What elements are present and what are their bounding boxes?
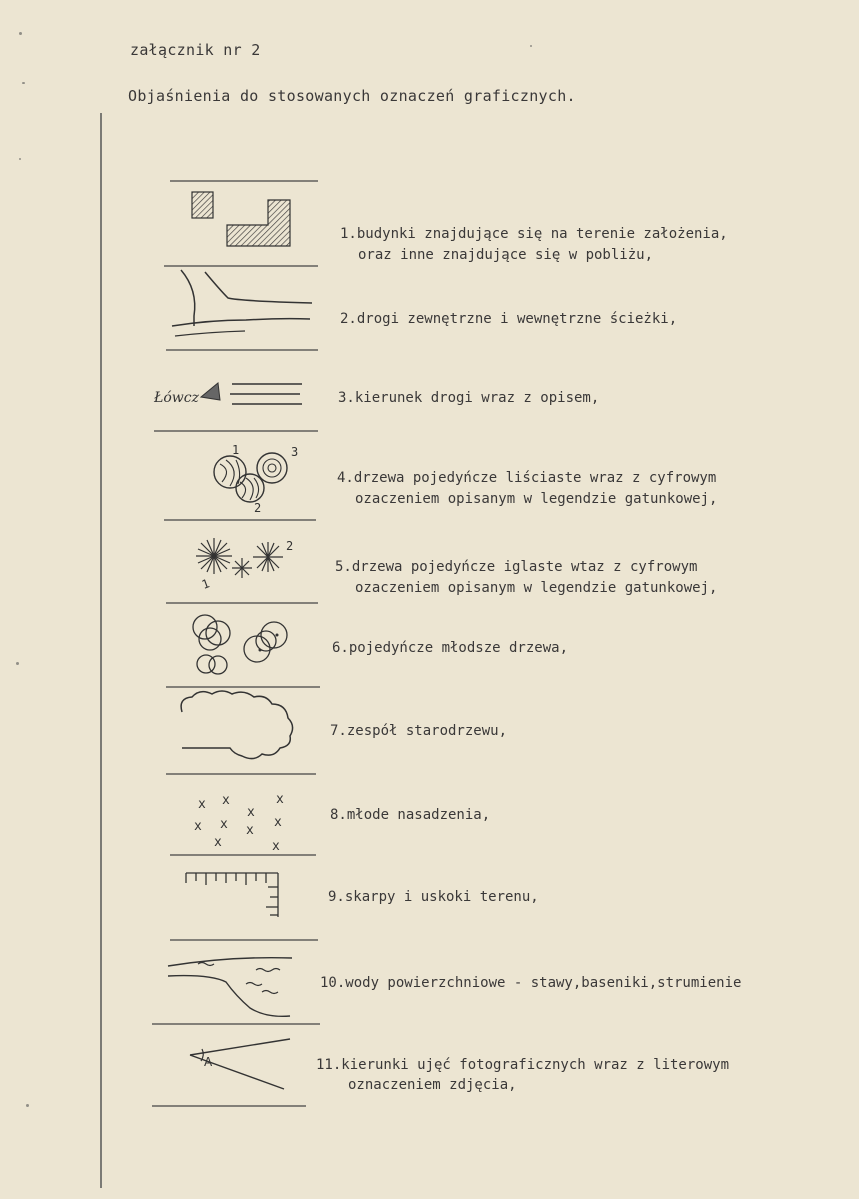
label-old-trees-group: 7.zespół starodrzewu,: [330, 723, 508, 739]
buildings-hatch-icon: [150, 178, 325, 273]
svg-text:x: x: [198, 797, 206, 812]
deciduous-trees-icon: [150, 440, 325, 525]
road-direction-symbol: [150, 376, 325, 436]
old-trees-cloud-icon: [150, 688, 325, 776]
road-direction-arrow-icon: [150, 376, 325, 436]
label-buildings-line-1: 1.budynki znajdujące się na terenie założenia,: [340, 226, 728, 242]
svg-text:x: x: [246, 823, 254, 838]
slopes-symbol: [150, 865, 325, 945]
scan-speck: [19, 32, 22, 35]
old-trees-group-symbol: [150, 688, 325, 776]
conifer-number-2: 2: [286, 539, 294, 553]
svg-text:x: x: [276, 792, 284, 807]
roads-symbol: [150, 268, 325, 358]
young-plantings-crosses-icon: [150, 788, 325, 860]
tree-number-1: 1: [232, 443, 240, 457]
surface-waters-symbol: [150, 952, 325, 1027]
young-plantings-symbol: [150, 788, 325, 860]
label-photo-directions-line-2: oznaczeniem zdjęcia,: [348, 1077, 517, 1093]
svg-text:x: x: [214, 835, 222, 850]
scan-speck: [22, 82, 25, 84]
deciduous-trees-symbol: [150, 440, 325, 525]
young-trees-symbol: [150, 605, 325, 690]
photo-letter-a: A: [204, 1055, 213, 1069]
photo-directions-symbol: [150, 1035, 325, 1115]
scan-speck: [16, 662, 19, 665]
svg-text:x: x: [272, 839, 280, 854]
tree-number-2: 2: [254, 501, 262, 515]
scan-speck: [530, 45, 532, 47]
conifer-trees-icon: [150, 530, 325, 610]
buildings-symbol: [150, 178, 325, 273]
margin-line: [100, 113, 102, 1188]
label-surface-waters: 10.wody powierzchniowe - stawy,baseniki,strumienie: [320, 975, 742, 991]
label-road-direction: 3.kierunek drogi wraz z opisem,: [338, 390, 600, 406]
conifer-number-1: 1: [199, 576, 212, 592]
label-slopes: 9.skarpy i uskoki terenu,: [328, 889, 539, 905]
svg-text:x: x: [247, 805, 255, 820]
label-conifer-line-2: ozaczeniem opisanym w legendzie gatunkowej,: [355, 580, 718, 596]
label-conifer-line-1: 5.drzewa pojedyńcze iglaste wtaz z cyfrowym: [335, 559, 698, 575]
svg-text:x: x: [274, 815, 282, 830]
scan-speck: [26, 1104, 29, 1107]
label-deciduous-line-1: 4.drzewa pojedyńcze liściaste wraz z cyfrowym: [337, 470, 717, 486]
svg-text:x: x: [194, 819, 202, 834]
road-fork-icon: [150, 268, 325, 358]
scan-speck: [19, 158, 21, 160]
photo-direction-angle-icon: [150, 1035, 325, 1115]
label-young-trees: 6.pojedyńcze młodsze drzewa,: [332, 640, 569, 656]
page-title: Objaśnienia do stosowanych oznaczeń graficznych.: [128, 87, 576, 105]
tree-number-3: 3: [291, 445, 299, 459]
road-direction-place-name: Łówcz: [154, 390, 199, 406]
svg-text:x: x: [220, 817, 228, 832]
label-deciduous-line-2: ozaczeniem opisanym w legendzie gatunkowej,: [355, 491, 718, 507]
label-photo-directions-line-1: 11.kierunki ujęć fotograficznych wraz z literowym: [316, 1057, 730, 1073]
label-roads: 2.drogi zewnętrzne i wewnętrzne ścieżki,: [340, 311, 678, 327]
slopes-escarpment-icon: [150, 865, 325, 945]
conifer-trees-symbol: [150, 530, 325, 610]
surface-water-stream-icon: [150, 952, 325, 1027]
annex-number: załącznik nr 2: [130, 41, 261, 59]
young-trees-circles-icon: [150, 605, 325, 690]
label-young-plantings: 8.młode nasadzenia,: [330, 807, 491, 823]
svg-text:x: x: [222, 793, 230, 808]
label-buildings-line-2: oraz inne znajdujące się w pobliżu,: [358, 247, 654, 263]
